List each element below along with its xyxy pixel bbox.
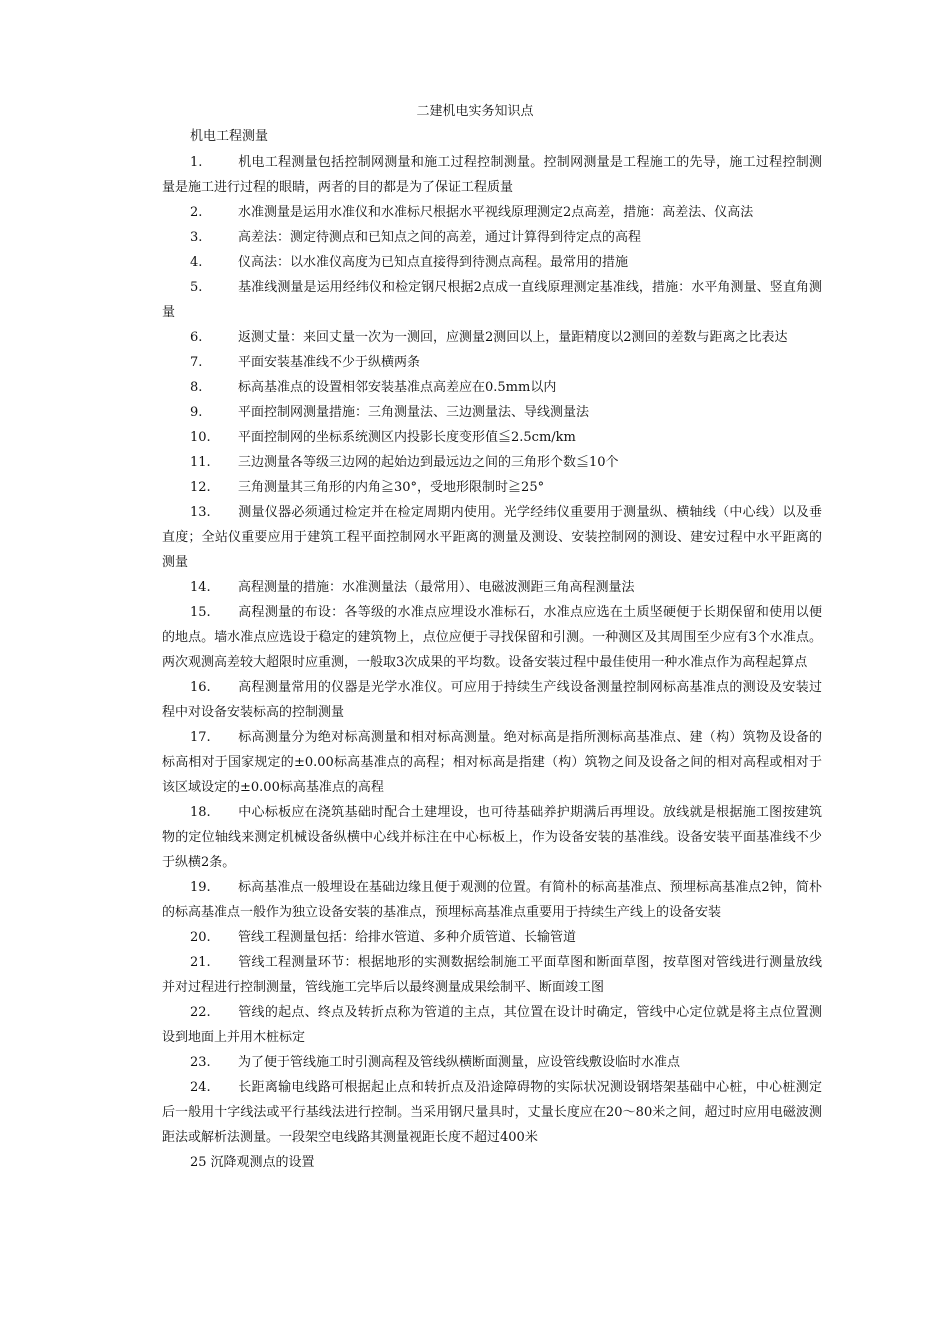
list-item-number: 3. [190, 230, 203, 245]
list-item-number: 6. [190, 330, 203, 345]
list-item-text: 沉降观测点的设置 [210, 1155, 315, 1170]
list-item-number: 2. [190, 205, 203, 220]
list-item [162, 1150, 822, 1175]
list-item-text: 水准测量是运用水准仪和水准标尺根据水平视线原理测定2点高差，措施：高差法、仪高法 [238, 205, 754, 220]
list-item [162, 500, 822, 575]
list-item [162, 600, 822, 675]
list-item-text: 机电工程测量包括控制网测量和施工过程控制测量。控制网测量是工程施工的先导，施工过程控制测量是施工进行过程的眼睛，两者的目的都是为了保证工程质量 [162, 155, 822, 195]
list-item-number: 14. [190, 580, 211, 595]
list-item-text: 管线工程测量环节：根据地形的实测数据绘制施工平面草图和断面草图，按草图对管线进行测量放线并对过程进行控制测量，管线施工完毕后以最终测量成果绘制平、断面竣工图 [162, 955, 822, 995]
list-item-text: 标高测量分为绝对标高测量和相对标高测量。绝对标高是指所测标高基准点、建（构）筑物及设备的标高相对于国家规定的±0.00标高基准点的高程；相对标高是指建（构）筑物之间及设备之间的相对高程或相对于该区域设定的±0.00标高基准点的高程 [162, 730, 822, 795]
list-item-number: 4. [190, 255, 203, 270]
list-item [162, 425, 822, 450]
list-item [162, 575, 822, 600]
list-item [162, 1000, 822, 1050]
list-item-number: 15. [190, 605, 211, 620]
list-item-number: 21. [190, 955, 211, 970]
list-item-number: 22. [190, 1005, 211, 1020]
list-item-text: 基准线测量是运用经纬仪和检定钢尺根据2点成一直线原理测定基准线，措施：水平角测量、竖直角测量 [162, 280, 822, 320]
list-item [162, 1075, 822, 1150]
list-item-text: 平面控制网测量措施：三角测量法、三边测量法、导线测量法 [238, 405, 590, 420]
list-item [162, 950, 822, 1000]
list-item-text: 三边测量各等级三边网的起始边到最远边之间的三角形个数≦10个 [238, 455, 619, 470]
list-item-text: 管线工程测量包括：给排水管道、多种介质管道、长输管道 [238, 930, 577, 945]
list-item [162, 450, 822, 475]
list-item-number: 11. [190, 455, 211, 470]
list-item-number: 24. [190, 1080, 211, 1095]
list-item [162, 150, 822, 200]
numbered-list [162, 150, 822, 1175]
list-item-number: 1. [190, 155, 203, 170]
list-item [162, 875, 822, 925]
list-item-text: 为了便于管线施工时引测高程及管线纵横断面测量，应设管线敷设临时水准点 [238, 1055, 681, 1070]
list-item-number: 20. [190, 930, 211, 945]
list-item-text: 高程测量的布设：各等级的水准点应埋设水准标石，水准点应选在土质坚硬便于长期保留和使用以便的地点。墙水准点应选设于稳定的建筑物上，点位应便于寻找保留和引测。一种测区及其周围至少应有3个水准点。两次观测高差较大超限时应重测，一般取3次成果的平均数。设备安装过程中最佳使用一种水准点作为高程起算点 [162, 605, 822, 670]
list-item-text: 管线的起点、终点及转折点称为管道的主点，其位置在设计时确定，管线中心定位就是将主点位置测设到地面上并用木桩标定 [162, 1005, 822, 1045]
list-item-text: 长距离输电线路可根据起止点和转折点及沿途障碍物的实际状况测设钢塔架基础中心桩，中心桩测定后一般用十字线法或平行基线法进行控制。当采用钢尺量具时，丈量长度应在20～80米之间，超过时应用电磁波测距法或解析法测量。一段架空电线路其测量视距长度不超过400米 [162, 1080, 822, 1145]
list-item-text: 高差法：测定待测点和已知点之间的高差，通过计算得到待定点的高程 [238, 230, 642, 245]
list-item-number: 13. [190, 505, 211, 520]
list-item [162, 325, 822, 350]
list-item-text: 返测丈量：来回丈量一次为一测回，应测量2测回以上，量距精度以2测回的差数与距离之比表达 [238, 330, 788, 345]
list-item [162, 400, 822, 425]
list-item-text: 高程测量的措施：水准测量法（最常用）、电磁波测距三角高程测量法 [238, 580, 635, 595]
list-item-text: 三角测量其三角形的内角≧30°，受地形限制时≧25° [238, 480, 545, 495]
list-item [162, 675, 822, 725]
list-item [162, 200, 822, 225]
list-item-number: 5. [190, 280, 203, 295]
list-item-number: 25 [190, 1155, 207, 1170]
list-item [162, 800, 822, 875]
list-item [162, 475, 822, 500]
list-item-number: 17. [190, 730, 211, 745]
list-item-text: 标高基准点的设置相邻安装基准点高差应在0.5mm以内 [238, 380, 557, 395]
list-item [162, 350, 822, 375]
list-item-number: 23. [190, 1055, 211, 1070]
list-item-number: 9. [190, 405, 203, 420]
list-item [162, 225, 822, 250]
document-title: 二建机电实务知识点 [416, 104, 534, 119]
list-item-text: 平面安装基准线不少于纵横两条 [238, 355, 421, 370]
list-item-number: 8. [190, 380, 203, 395]
list-item [162, 725, 822, 800]
list-item-number: 10. [190, 430, 211, 445]
list-item-number: 16. [190, 680, 211, 695]
list-item-text: 仪高法：以水准仪高度为已知点直接得到待测点高程。最常用的措施 [238, 255, 629, 270]
list-item-number: 19. [190, 880, 211, 895]
section-heading: 机电工程测量 [190, 129, 269, 144]
list-item [162, 1050, 822, 1075]
list-item-text: 测量仪器必须通过检定并在检定周期内使用。光学经纬仪重要用于测量纵、横轴线（中心线）以及垂直度；全站仪重要应用于建筑工程平面控制网水平距离的测量及测设、安装控制网的测设、建安过程中水平距离的测量 [162, 505, 822, 570]
list-item-number: 12. [190, 480, 211, 495]
list-item [162, 925, 822, 950]
list-item-text: 高程测量常用的仪器是光学水准仪。可应用于持续生产线设备测量控制网标高基准点的测设及安装过程中对设备安装标高的控制测量 [162, 680, 822, 720]
list-item [162, 250, 822, 275]
list-item-text: 标高基准点一般埋设在基础边缘且便于观测的位置。有简朴的标高基准点、预埋标高基准点2钟，简朴的标高基准点一般作为独立设备安装的基准点，预埋标高基准点重要用于持续生产线上的设备安装 [162, 880, 822, 920]
list-item-text: 中心标板应在浇筑基础时配合土建埋设，也可待基础养护期满后再埋设。放线就是根据施工图按建筑物的定位轴线来测定机械设备纵横中心线并标注在中心标板上，作为设备安装的基准线。设备安装平面基准线不少于纵横2条。 [162, 805, 822, 870]
list-item-number: 7. [190, 355, 203, 370]
list-item [162, 375, 822, 400]
list-item-number: 18. [190, 805, 211, 820]
list-item [162, 275, 822, 325]
list-item-text: 平面控制网的坐标系统测区内投影长度变形值≦2.5cm/km [238, 430, 576, 445]
